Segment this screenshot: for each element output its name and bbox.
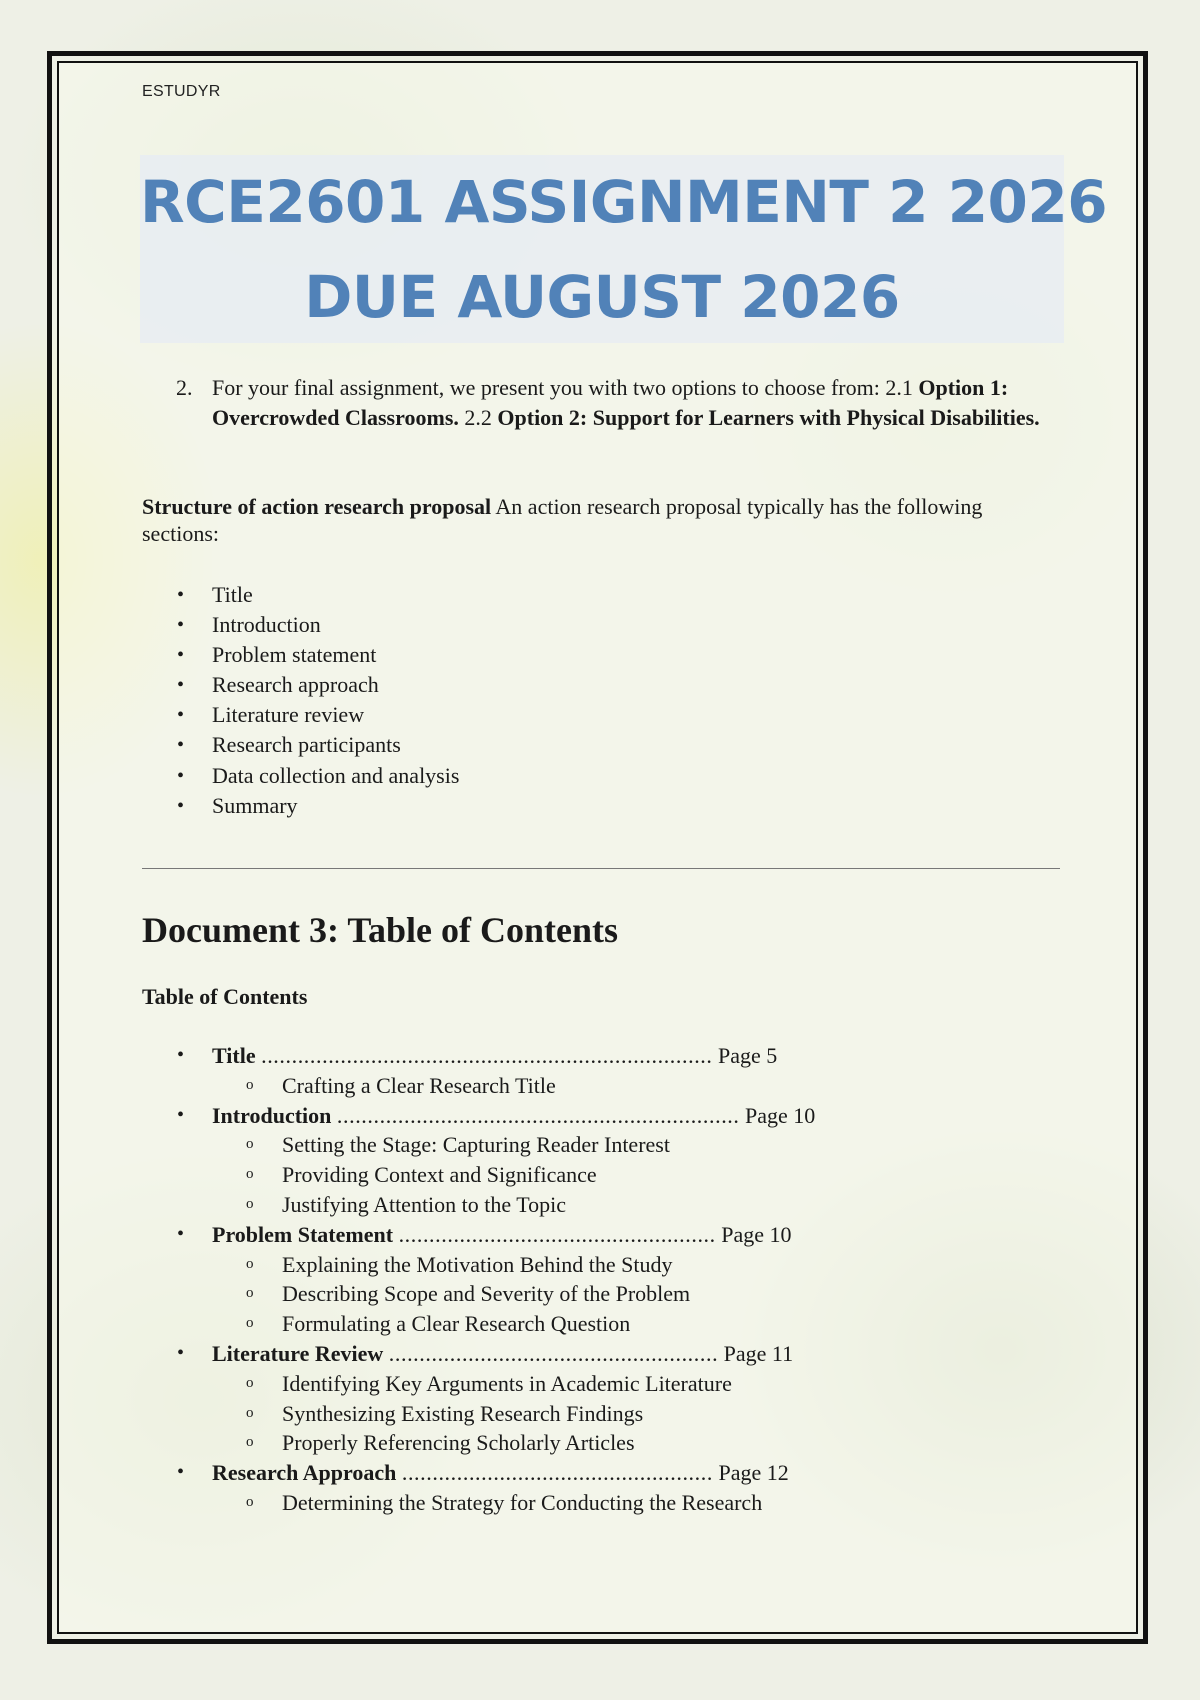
toc-sub-label: Describing Scope and Severity of the Problem [282, 1281, 691, 1307]
list-item: • Literature review [142, 700, 459, 730]
title-line-1: RCE2601 ASSIGNMENT 2 2026 [140, 168, 1108, 236]
question-body [212, 373, 1056, 433]
circle-bullet-icon: o [246, 1166, 254, 1183]
toc-leader-dots: ...................................................... [388, 1340, 719, 1366]
toc-sub-item [142, 1130, 1042, 1160]
title-banner [140, 155, 1108, 343]
structure-paragraph [142, 493, 1062, 547]
structure-heading: Structure of action research proposal [142, 494, 492, 519]
title-line-2: DUE AUGUST 2026 [304, 263, 900, 331]
toc-sub-item [142, 1399, 1042, 1429]
structure-text: An action research proposal typically has the following sections: [142, 494, 983, 546]
circle-bullet-icon: o [246, 1076, 254, 1093]
circle-bullet-icon: o [246, 1493, 254, 1510]
bullet-icon: • [177, 1461, 185, 1484]
circle-bullet-icon: o [246, 1315, 254, 1332]
sections-list [142, 580, 459, 821]
question-text-middle: 2.2 [458, 405, 498, 430]
circle-bullet-icon: o [246, 1434, 254, 1451]
toc-entry-title: Problem Statement [212, 1221, 394, 1247]
toc-entry-title: Title [212, 1043, 256, 1068]
toc-sub-label: Explaining the Motivation Behind the Study [282, 1251, 673, 1277]
toc-sub-item [142, 1071, 1042, 1101]
toc-sub-label: Properly Referencing Scholarly Articles [282, 1430, 635, 1456]
toc-entry [142, 1458, 1042, 1518]
option-1-label: Option 1: Overcrowded Classrooms. [212, 375, 1009, 430]
list-item: • Introduction [142, 610, 459, 640]
toc-page-number: Page 11 [723, 1340, 794, 1366]
list-item: • Research approach [142, 670, 459, 700]
question-number: 2. [176, 375, 193, 400]
toc-sub-label: Formulating a Clear Research Question [282, 1311, 631, 1337]
question-text-before: For your final assignment, we present you with two options to choose from: 2.1 [212, 375, 919, 400]
toc-sub-item [142, 1309, 1042, 1339]
bullet-icon: • [177, 1222, 185, 1245]
toc-page-number: Page 10 [721, 1221, 792, 1247]
toc-main-line [142, 1458, 1042, 1488]
toc-entry [142, 1041, 1042, 1101]
bullet-icon: • [177, 1044, 185, 1066]
toc-main-line [142, 1220, 1042, 1250]
circle-bullet-icon: o [246, 1285, 254, 1302]
toc-sub-label: Identifying Key Arguments in Academic Literature [282, 1370, 732, 1396]
toc-sub-item [142, 1279, 1042, 1309]
toc-sub-item [142, 1250, 1042, 1280]
toc-sub-item [142, 1369, 1042, 1399]
list-item: • Research participants [142, 730, 459, 760]
toc-entry-title: Literature Review [212, 1340, 384, 1366]
bullet-icon: • [177, 1103, 185, 1126]
circle-bullet-icon: o [246, 1195, 254, 1212]
horizontal-divider [142, 868, 1060, 869]
toc-sub-label: Crafting a Clear Research Title [282, 1072, 556, 1098]
toc-sub-item [142, 1488, 1042, 1518]
toc-sub-label: Setting the Stage: Capturing Reader Interest [282, 1132, 670, 1158]
list-item: • Title [142, 580, 459, 610]
toc-leader-dots: .................................................... [398, 1221, 716, 1247]
list-item: • Summary [142, 791, 459, 821]
circle-bullet-icon: o [246, 1255, 254, 1272]
toc-entry [142, 1339, 1042, 1458]
toc-page-number: Page 12 [718, 1460, 789, 1486]
toc-main-line [142, 1339, 1042, 1369]
option-2-label: Option 2: Support for Learners with Physical Disabilities. [497, 405, 1040, 430]
circle-bullet-icon: o [246, 1374, 254, 1391]
circle-bullet-icon: o [246, 1404, 254, 1421]
toc-page-number: Page 5 [718, 1043, 778, 1068]
document-heading: Document 3: Table of Contents [142, 910, 619, 950]
toc-sub-item [142, 1190, 1042, 1220]
toc-sub-item [142, 1428, 1042, 1458]
list-item: • Data collection and analysis [142, 761, 459, 791]
toc-main-line [142, 1041, 1042, 1071]
toc-leader-dots: .......................................................................... [261, 1043, 713, 1068]
toc-entry-title: Research Approach [212, 1460, 397, 1486]
toc-leader-dots: .................................................................. [336, 1102, 740, 1128]
toc-page-number: Page 10 [745, 1102, 816, 1128]
toc-entry-title: Introduction [212, 1102, 332, 1128]
header-brand: ESTUDYR [142, 83, 221, 100]
toc-sub-item [142, 1160, 1042, 1190]
toc-entry [142, 1101, 1042, 1220]
toc-sub-label: Justifying Attention to the Topic [282, 1191, 567, 1217]
question-paragraph [176, 373, 1056, 433]
toc-label: Table of Contents [142, 984, 308, 1009]
toc-entry [142, 1220, 1042, 1339]
toc-sub-label: Synthesizing Existing Research Findings [282, 1400, 644, 1426]
toc-sub-label: Determining the Strategy for Conducting the Research [282, 1489, 763, 1515]
circle-bullet-icon: o [246, 1136, 254, 1153]
bullet-icon: • [177, 1341, 185, 1364]
list-item: • Problem statement [142, 640, 459, 670]
table-of-contents [142, 1041, 1042, 1518]
toc-sub-label: Providing Context and Significance [282, 1162, 597, 1188]
toc-leader-dots: ................................................... [401, 1460, 713, 1486]
toc-main-line [142, 1101, 1042, 1131]
